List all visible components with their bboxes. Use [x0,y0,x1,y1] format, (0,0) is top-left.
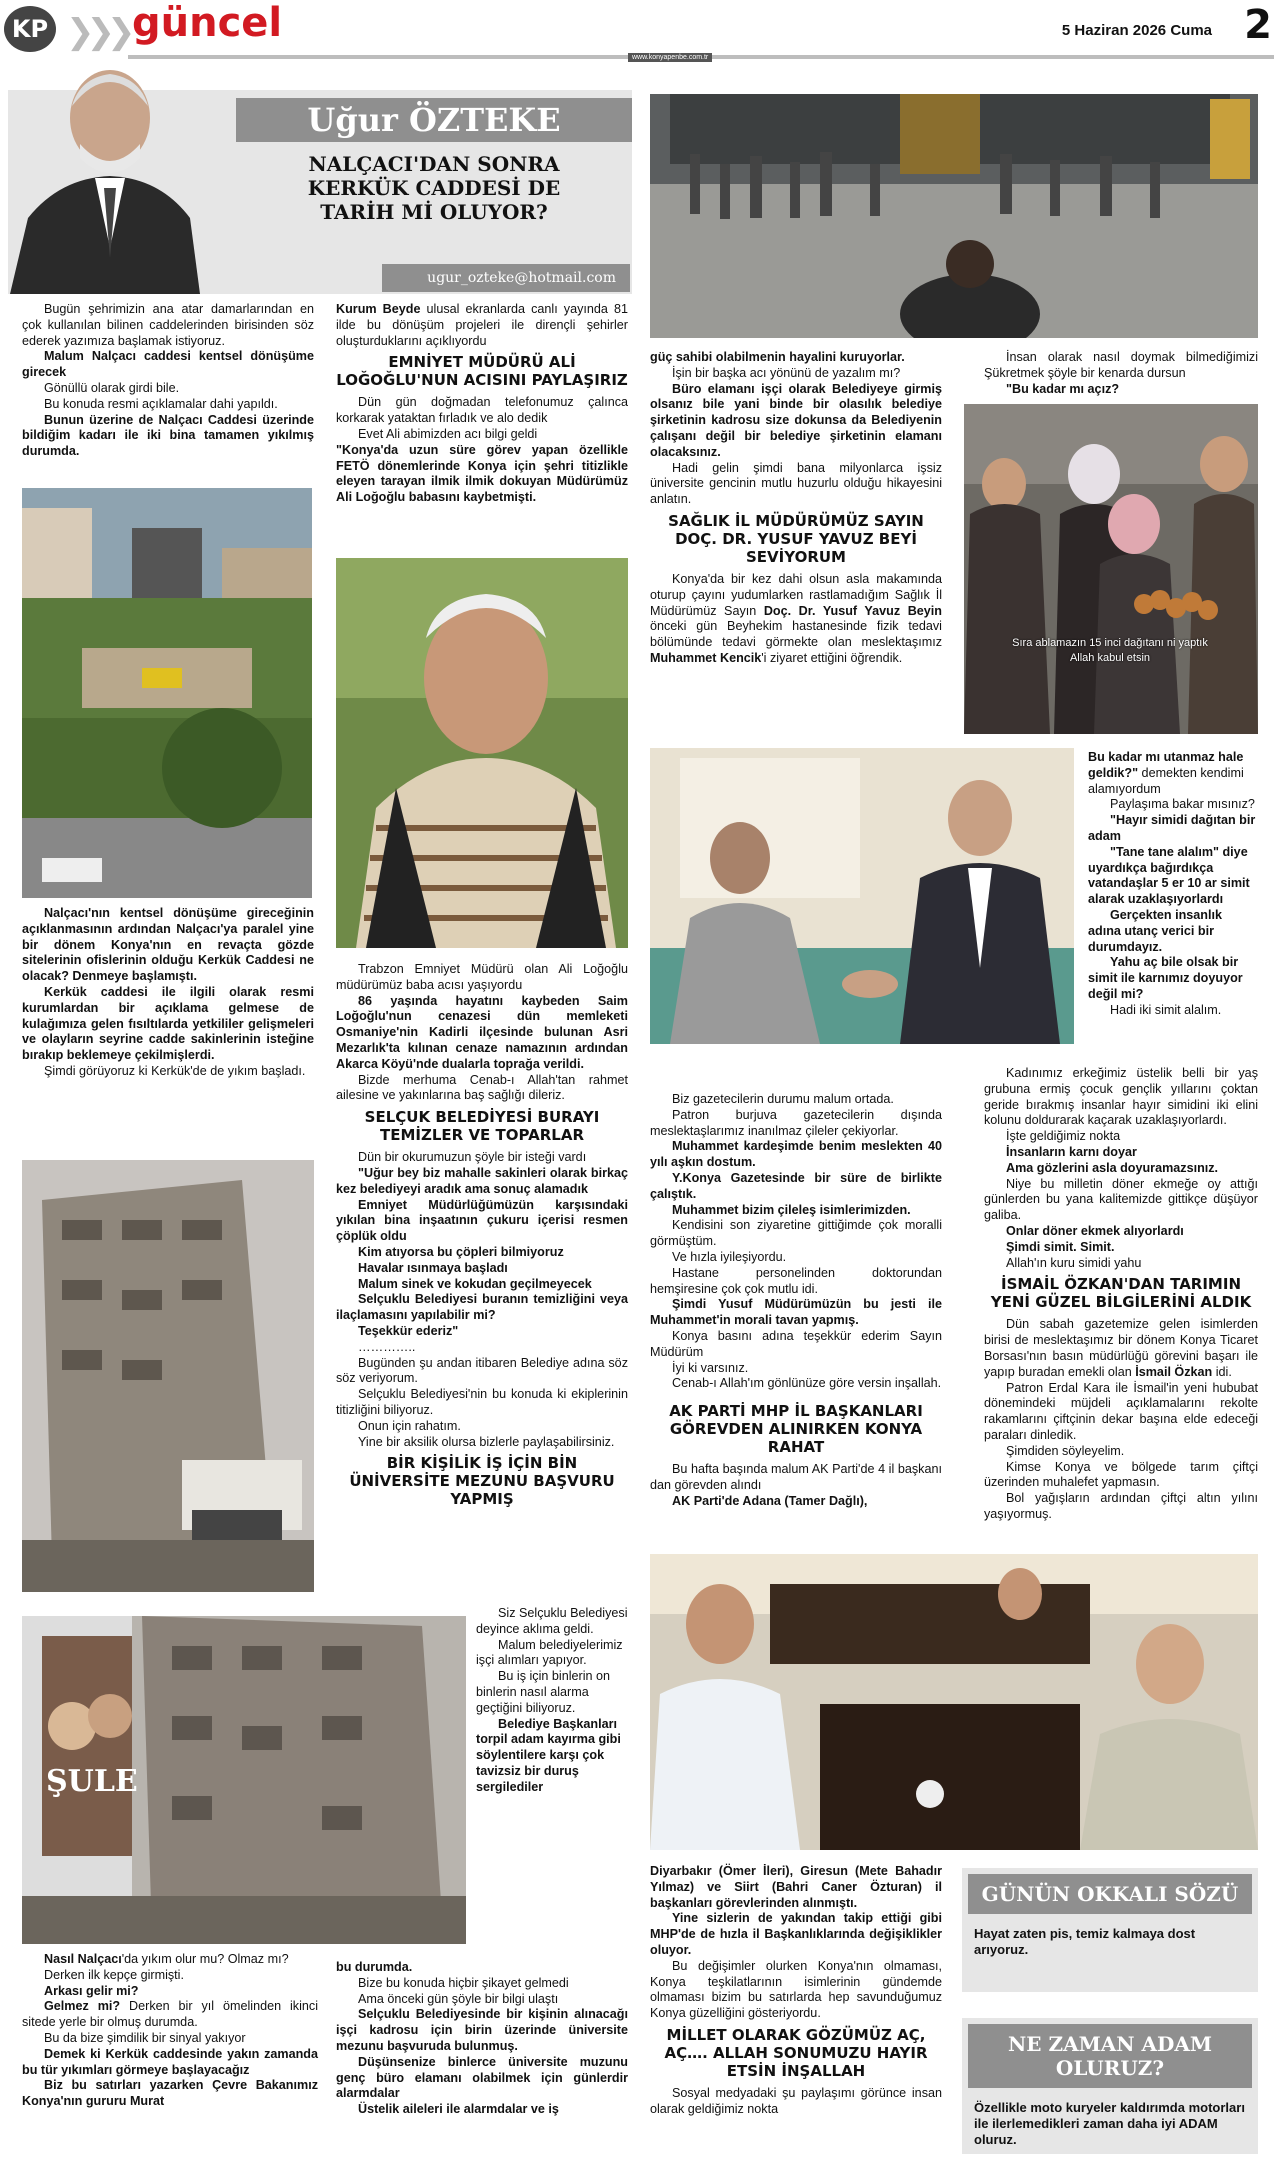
subheading: SELÇUK BELEDİYESİ BURAYI TEMİZLER VE TOPARLAR [364,1108,600,1145]
text: Derken bir yıl ömelinden ikinci sitede yerle bir olmuş durumda. [22,1999,318,2030]
text-column-4 [984,350,1258,397]
paragraph: Bu hafta başında malum AK Parti'de 4 il başkanı dan görevden alındı [650,1462,942,1492]
editorial-box-title: NE ZAMAN ADAM OLURUZ? [968,2024,1252,2088]
bold-text: Nasıl Nalçacı [44,1952,122,1966]
paragraph: İyi ki varsınız. [672,1360,749,1375]
text-column-3-narrow-right [1088,750,1256,1019]
paragraph: Şimdi görüyoruz ki Kerkük'de de yıkım başladı. [44,1063,306,1078]
subheading: AK PARTİ MHP İL BAŞKANLARI GÖREVDEN ALINIRKEN KONYA RAHAT [669,1402,923,1457]
bold-paragraph: güç sahibi olabilmenin hayalini kuruyorlar. [650,350,905,364]
text: 'i ziyaret ettiğini öğrendik. [761,650,903,665]
bold-paragraph: Y.Konya Gazetesinde bir süre de birlikte çalıştık. [650,1170,942,1201]
paragraph: Bugünden şu andan itibaren Belediye adına söz söz veriyorum. [336,1355,628,1386]
bold-paragraph: AK Parti'de Adana (Tamer Dağlı), [672,1493,868,1508]
bold-text: Muhammet Kencik [650,650,762,665]
paragraph: Kimse Konya ve bölgede tarım çiftçi üzerinden muhalefet yapmasın. [984,1459,1258,1490]
subheading: İSMAİL ÖZKAN'DAN TARIMIN YENİ GÜZEL BİLGİLERİNİ ALDIK [990,1275,1252,1312]
paragraph: ………….. [358,1339,416,1354]
paragraph: Niye bu milletin döner ekmeğe oy attığı günlerden bu yana kalitemizde gittikçe düşüyor galiba. [984,1176,1258,1223]
bold-paragraph: Selçuklu Belediyesi buranın temizliğini veya ilaçlamasını yapılabilir mi? [336,1292,628,1323]
bold-paragraph: "Bu kadar mı açız? [1006,381,1120,396]
bold-paragraph: Kerkük caddesi ile ilgili olarak resmi kurumlardan bir açıklama gelmese de kulağımıza gelen fısıltılarda yetkililer gelişmeleri ve olayların seyrine cadde sakinlerinin isteğine bırakıp beklemeye çekilmişlerdi. [22,984,314,1063]
text-column-2-narrow [476,1606,628,1796]
paragraph: Bu iş için binlerin on binlerin nasıl alarma geçtiğini biliyoruz. [476,1669,611,1715]
handshake-photo [650,748,1074,1044]
bold-paragraph: Ama gözlerini asla doyuramazsınız. [1006,1160,1219,1175]
paragraph: Kadınımız erkeğimiz üstelik belli bir yaş grubuna ermiş çocuk gençlik yıllarını çoktan geride bırakmış insanlar hayır simidini iki elini kolunu doldurarak kaçarak uzaklaşıyorlardı. [984,1066,1258,1128]
paragraph: Konya basını adına teşekkür ederim Sayın Müdürüm [650,1328,942,1359]
portrait-photo [336,558,628,948]
paragraph: Bugün şehrimizin ana atar damarlarından en çok kullanılan bilinen caddelerinden birisinden söz ederek yazımıza başlamak istiyoruz. [22,302,314,348]
bold-paragraph: Yine sizlerin de yakından takip ettiği gibi MHP'de de hızla il Başkanlıklarında değişiklikler oluyor. [650,1911,942,1957]
paragraph: Hadi gelin şimdi bana milyonlarca işsiz üniversite gencinin mutlu huzurlu olduğu hikayesini anlatın. [650,460,942,507]
text-column-2 [336,302,628,506]
bold-text: İsmail Özkan [1135,1364,1213,1379]
paragraph: Bol yağışların ardından çiftçi altın yılını yaşıyormuş. [984,1491,1258,1521]
paragraph: Onun için rahatım. [358,1418,461,1433]
bold-text: Doç. Dr. Yusuf Yavuz Beyin [763,603,942,618]
bold-paragraph: Büro elamanı işçi olarak Belediyeye girmiş olsanız bile yani binde bir olasılık belediye şirketinin kadrosu size dokunsa da Belediyenin çalışanı değil bir belediye şirketinin elamanı olacaksınız. [650,381,942,459]
text-column-3c [650,1864,942,2118]
bold-paragraph: Bunun üzerine de Nalçacı Caddesi üzerinde bildiğim kadarı ile iki bina tamamen yıkılmış durumda. [22,412,314,459]
text: önceki gün Beyhekim hastanesinde fizik tedavi bölümünde tedavi görmekte olan meslektaşımız [650,619,942,650]
paragraph: Bizde merhuma Cenab-ı Allah'tan rahmet ailesine ve yakınlarına baş sağlığı dileriz. [336,1072,628,1103]
text-column-3b [650,1092,942,1510]
paragraph: Bize bu konuda hiçbir şikayet gelmedi [358,1975,569,1990]
website-url[interactable]: www.konyapenbe.com.tr [628,53,712,62]
author-photo [0,48,200,294]
paragraph: Hadi iki simit alalım. [1110,1002,1222,1017]
bold-paragraph: Gerçekten insanlık adına utanç verici bir durumdayız. [1088,907,1222,954]
paragraph: Derken ilk kepçe girmişti. [44,1967,184,1982]
demolished-building-photo [22,1616,466,1944]
bold-paragraph: Havalar ısınmaya başladı [358,1260,508,1275]
text: ulusal ekranlarda canlı yayında 81 ilde bu dönüşüm projeleri ile dirençli şehirler oluşturduklarını açıklıyordu [336,302,628,348]
paragraph: Ve hızla iyileşiyordu. [672,1249,787,1264]
editorial-box [962,2018,1258,2154]
editorial-box-body: Özellikle moto kuryeler kaldırımda motorları ile ilerlemedikleri zaman daha iyi ADAM oluruz. [974,2100,1245,2147]
banner-text: ŞULE [46,1764,138,1799]
street-photo [650,94,1258,338]
bold-paragraph: "Tane tane alalım" diye uyardıkça bağırdıkça vatandaşlar 5 er 10 ar simit alarak uzaklaşıyorlardı [1088,844,1250,907]
bold-paragraph: Üstelik aileleri ile alarmdalar ve iş [358,2102,559,2117]
paragraph: İnsan olarak nasıl doymak bilmediğimizi Şükretmek şöyle bir kenarda dursun [984,350,1258,380]
subheading: MİLLET OLARAK GÖZÜMÜZ AÇ, AÇ…. ALLAH SONUMUZU HAYIR ETSİN İNŞALLAH [664,2025,928,2080]
bold-paragraph: Emniyet Müdürlüğümüzün karşısındaki yıkılan bina inşaatının çukuru içerisi resmen çöplük oldu [336,1197,628,1244]
paragraph: Paylaşıma bakar mısınız? [1110,797,1255,812]
quote-box-title: GÜNÜN OKKALI SÖZÜ [968,1874,1252,1914]
issue-date: 5 Haziran 2026 Cuma [1061,22,1212,39]
section-title: güncel [132,0,283,46]
bold-paragraph: Selçuklu Belediyesinde bir kişinin alınacağı işçi kadrosu için birin üzerinde üniversite mezunu başvuruda bulunmuş. [336,2007,628,2053]
bold-paragraph: Muhammet bizim çileleş isimlerimizden. [672,1202,911,1217]
paragraph: Bu değişimler olurken Konya'nın olmaması, Konya teşkilatlarının isimlerinin gündemde olmaması bizim bu satırlarda hep savunduğumuz Konya güzelliğini gösteriyordu. [650,1958,942,2021]
paragraph: Gönüllü olarak girdi bile. [44,380,180,395]
bold-paragraph: Arkası gelir mi? [44,1983,139,1998]
text-column-2b [336,962,628,1514]
newspaper-logo[interactable]: KP [4,6,56,52]
bold-paragraph: "Konya'da uzun süre görev yapan özellikle FETÖ dönemlerinde Konya için şehri titizlikle eleyen tarayan ilmik ilmik dokuyan Müdürümüz Ali Loğoğlu babasını kaybetmişti. [336,442,628,505]
paragraph: Dün gün doğmadan telefonumuz çalınca korkarak yataktan fırladık ve alo dedik [336,395,628,426]
bold-paragraph: Nalçacı'nın kentsel dönüşüme gireceğinin açıklanmasının ardından Nalçacı'ya paralel yine bir dönem Konya'nın en revaçta gözde sitelerinin ofislerinin olduğu Kerkük Caddesi ne olacak? Denmeye başlamıştı. [22,906,314,984]
text-column-1c [22,1952,318,2110]
paragraph: Patron burjuva gazetecilerin dışında meslektaşlarımız inanılmaz çileler çekiyorlar. [650,1107,942,1138]
subheading: SAĞLIK İL MÜDÜRÜMÜZ SAYIN DOÇ. DR. YUSUF YAVUZ BEYİ SEVİYORUM [668,511,924,566]
bold-paragraph: Malum sinek ve kokudan geçilmeyecek [358,1276,592,1291]
photo-caption: Sıra ablamazın 15 inci dağıtanı ni yaptık Allah kabul etsin [1012,637,1208,664]
paragraph: Evet Ali abimizden acı bilgi geldi [358,426,538,441]
text: 'da yıkım olur mu? Olmaz mı? [121,1952,289,1966]
paragraph: İşte geldiğimiz nokta [1006,1129,1121,1144]
paragraph: Hastane personelinden doktorundan hemşiresine çok çok mutlu idi. [650,1265,942,1296]
paragraph: İşin bir başka acı yönünü de yazalım mı? [672,365,901,380]
text-column-1b [22,906,314,1080]
chevron-decor-icon: ❯❯❯ [66,12,128,52]
bold-paragraph: "Hayır simidi dağıtan bir adam [1088,813,1256,843]
bold-paragraph: İnsanların karnı doyar [1006,1144,1137,1159]
text: idi. [1212,1364,1232,1379]
bold-paragraph: Onlar döner ekmek alıyorlardı [1006,1223,1184,1238]
paragraph: Patron Erdal Kara ile İsmail'in yeni hububat dönemindeki müjdeli açıklamalarını rekolte rakamlarını çiftçinin dekar başına elde edeceği paraları dinledik. [984,1380,1258,1442]
paragraph: Kendisini son ziyaretine gittiğimde çok moralli görmüştüm. [650,1218,942,1249]
paragraph: Trabzon Emniyet Müdürü olan Ali Loğoğlu müdürümüz baba acısı yaşıyordu [336,962,628,992]
text: Dün sabah gazetemize gelen isimlerden birisi de meslektaşımız bir dönem Konya Ticaret Borsası'nın basın müdürlüğü görevini başarı ile yapıp buradan emekli olan [984,1317,1258,1379]
bold-paragraph: Teşekkür ederiz" [358,1323,459,1338]
bold-paragraph: Malum Nalçacı caddesi kentsel dönüşüme girecek [22,349,314,380]
bold-text: Gelmez mi? [44,1999,121,2014]
column-title: NALÇACI'DAN SONRA KERKÜK CADDESİ DE TARİH Mİ OLUYOR? [307,152,561,224]
bold-paragraph: "Uğur bey biz mahalle sakinleri olarak birkaç kez belediyeyi aradık ama sonuç alamadık [336,1165,628,1196]
quote-of-day-box [962,1868,1258,1992]
bold-paragraph: Yahu aç bile olsak bir simit ile karnımız doyuyor değil mi? [1088,955,1243,1001]
simit-distribution-photo [964,404,1258,734]
bold-paragraph: Demek ki Kerkük caddesinde yakın zamanda bu tür yıkımları görmeye başlayacağız [22,2046,318,2077]
quote-box-body: Hayat zaten pis, temiz kalmaya dost arıyoruz. [974,1926,1196,1957]
bold-text: Kurum Beyde [336,302,421,316]
paragraph: Dün bir okurumuzun şöyle bir isteği vardı [358,1150,587,1165]
subheading: EMNİYET MÜDÜRÜ ALİ LOĞOĞLU'NUN ACISINI PAYLAŞIRIZ [336,353,628,390]
bold-paragraph: Şimdi Yusuf Müdürümüzün bu jesti ile Muhammet'in morali tavan yapmış. [650,1297,942,1328]
bold-paragraph: Belediye Başkanları torpil adam kayırma gibi söylentilere karşı çok tavizsiz bir duruş sergilediler [476,1716,621,1794]
bold-paragraph: Muhammet kardeşimde benim meslekten 40 yılı aşkın dostum. [650,1139,942,1170]
bold-paragraph: Biz bu satırları yazarken Çevre Bakanımız Konya'nın gururu Murat [22,2078,318,2109]
bold-paragraph: Düşünsenize binlerce üniversite muzunu genç büro elamanı olabilmek için günlerdir alarmdalar [336,2054,628,2101]
paragraph: Ama önceki gün şöyle bir bilgi ulaştı [358,1991,559,2006]
text-column-1 [22,302,314,460]
meeting-photo [650,1554,1258,1850]
text: Konya'da bir kez dahi olsun asla makamında oturup çayını yudumlarken rastlamadığım Sağlık İl Müdürümüz Sayın [650,571,942,618]
paragraph: Bu da bize şimdilik bir sinyal yakıyor [44,2030,246,2045]
paragraph: Yine bir aksilik olursa bizlerle paylaşabilirsiniz. [358,1434,615,1449]
text-column-3 [650,350,942,667]
bold-paragraph: 86 yaşında hayatını kaybeden Saim Loğoğlu'nun cenazesi dün memleketi Osmaniye'nin Kadirli ilçesinde bulunan Asri Mezarlık'ta kılınan cenaze namazının ardından Akarca Köyü'nde dualarla toprağa verildi. [336,993,628,1071]
paragraph: Siz Selçuklu Belediyesi deyince aklıma geldi. [476,1606,628,1636]
bold-paragraph: Şimdi simit. Simit. [1006,1239,1115,1254]
author-name: Uğur ÖZTEKE [236,98,632,142]
text-column-4b [984,1066,1258,1523]
text: demekten kendimi alamıyordum [1088,765,1244,796]
page-number: 2 [1244,2,1272,48]
paragraph: Şimdiden söyleyelim. [1006,1443,1125,1458]
paragraph: Bu konuda resmi açıklamalar dahi yapıldı. [44,396,278,411]
paragraph: Sosyal medyadaki şu paylaşımı görünce insan olarak geldiğimiz nokta [650,2085,942,2116]
demolition-photo [22,1160,314,1592]
paragraph: Malum belediyelerimiz işçi alımları yapıyor. [476,1637,623,1668]
author-email[interactable]: ugur_ozteke@hotmail.com [382,264,630,292]
construction-site-photo [22,488,312,898]
bold-paragraph: bu durumda. [336,1960,413,1974]
paragraph: Cenab-ı Allah'ım gönlünüze göre versin inşallah. [672,1376,942,1391]
bold-paragraph: Kim atıyorsa bu çöpleri bilmiyoruz [358,1244,564,1259]
bold-paragraph: Diyarbakır (Ömer İleri), Giresun (Mete Bahadır Yılmaz) ve Siirt (Bahri Caner Özturan) il başkanları görevlerinden alınmıştı. [650,1864,942,1910]
paragraph: Biz gazetecilerin durumu malum ortada. [672,1092,894,1106]
paragraph: Selçuklu Belediyesi'nin bu konuda ki ekiplerinin titizliğini biliyoruz. [336,1387,628,1417]
bold-text: Bu kadar mı utanmaz hale geldik?" [1088,750,1244,780]
paragraph: Allah'ın kuru simidi yahu [1006,1255,1142,1270]
text-column-2c [336,1960,628,2118]
subheading: BİR KİŞİLİK İŞ İÇİN BİN ÜNİVERSİTE MEZUNU BAŞVURU YAPMIŞ [349,1454,615,1509]
